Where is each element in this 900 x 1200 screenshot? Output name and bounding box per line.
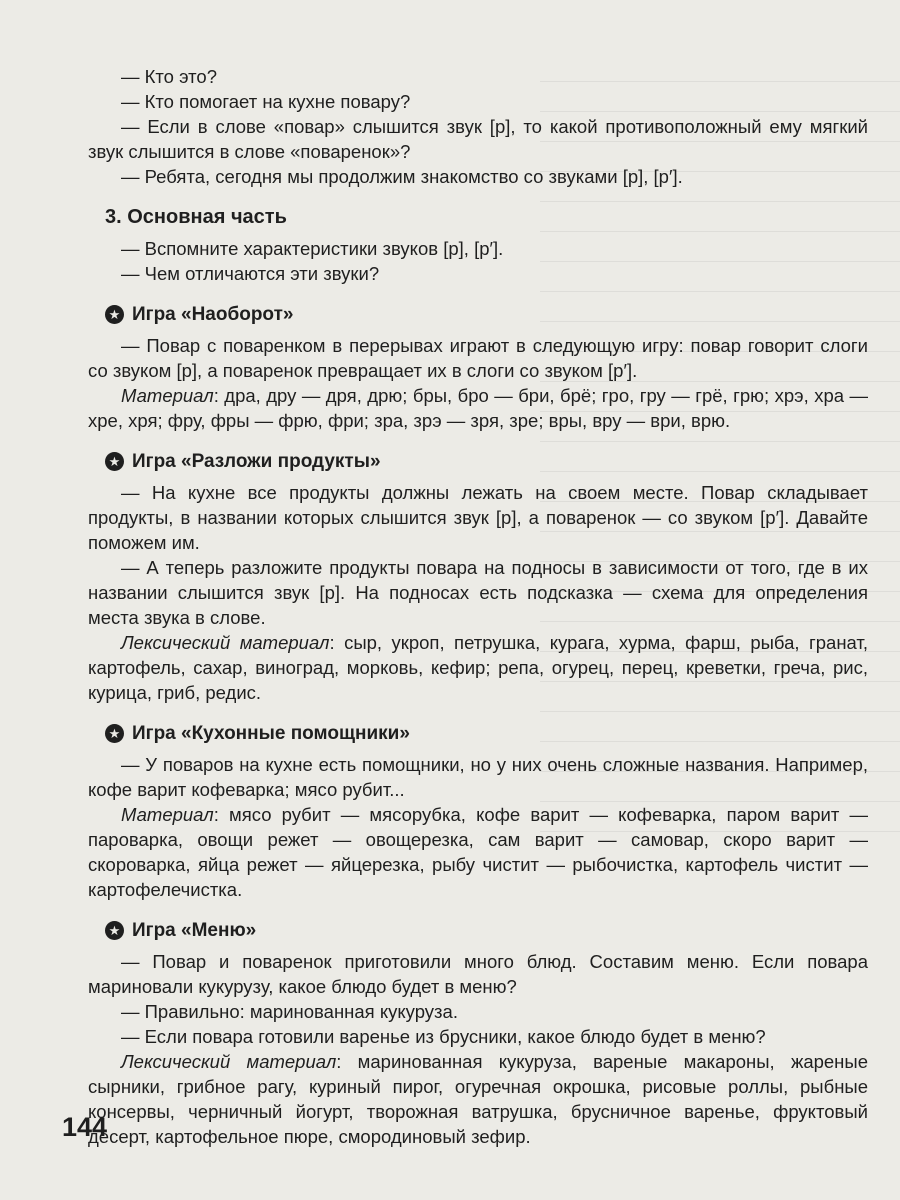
material-text: : дра, дру — дря, дрю; бры, бро — бри, брё; гро, гру — грё, грю; хрэ, хра — хре, хря; фру, фры — фрю, фри; зра, зрэ — зря, зре; вры, вру — ври, врю. <box>88 385 868 431</box>
intro-line: — Ребята, сегодня мы продолжим знакомство со звуками [р], [р′]. <box>121 166 683 187</box>
star-circle-icon: ★ <box>105 452 124 471</box>
game-title-text: Игра «Меню» <box>132 920 257 941</box>
intro-line: — Кто помогает на кухне повару? <box>121 91 411 112</box>
game-material <box>88 802 868 902</box>
material-label: Лексический материал <box>121 632 330 653</box>
game-title-menu <box>105 918 868 943</box>
section-line: — Чем отличаются эти звуки? <box>121 263 380 284</box>
game-title-pomoshchniki <box>105 721 868 746</box>
section-title: 3. Основная часть <box>105 206 287 228</box>
star-circle-icon: ★ <box>105 724 124 743</box>
game-text: — Повар с поваренком в перерывах играют в следующую игру: повар говорит слоги со звуком [р], а поваренок превращает их в слоги со звуком [р′]. <box>88 335 868 381</box>
star-circle-icon: ★ <box>105 305 124 324</box>
material-label: Лексический материал <box>121 1051 337 1072</box>
page-number: 144 <box>62 1112 108 1142</box>
game-title-razlozhi <box>105 449 868 474</box>
material-label: Материал <box>121 804 214 825</box>
game-title-naoborot <box>105 302 868 327</box>
game-text: — А теперь разложите продукты повара на подносы в зависимости от того, где в их названии слышится звук [р]. На подносах есть подсказка — схема для определения места звука в слове. <box>88 557 868 628</box>
game-title-text: Игра «Разложи продукты» <box>132 451 381 472</box>
game-text: — На кухне все продукты должны лежать на своем месте. Повар складывает продукты, в названии которых слышится звук [р], а поваренок — со звуком [р′]. Давайте поможем им. <box>88 482 868 553</box>
game-title-text: Игра «Кухонные помощники» <box>132 723 410 744</box>
game-text: — У поваров на кухне есть помощники, но у них очень сложные названия. Например, кофе варит кофеварка; мясо рубит... <box>88 754 868 800</box>
material-label: Материал <box>121 385 214 406</box>
game-title-text: Игра «Наоборот» <box>132 304 294 325</box>
intro-line: — Кто это? <box>121 66 217 87</box>
star-circle-icon: ★ <box>105 921 124 940</box>
page-content <box>88 64 868 1149</box>
material-text: : маринованная кукуруза, вареные макароны, жареные сырники, грибное рагу, куриный пирог, огуречная окрошка, рисовые роллы, рыбные консервы, черничный йогурт, творожная ватрушка, брусничное варенье, фруктовый десерт, картофельное пюре, смородиновый зефир. <box>88 1051 868 1147</box>
section-line: — Вспомните характеристики звуков [р], [р′]. <box>121 238 504 259</box>
game-material <box>88 383 868 433</box>
game-material <box>88 630 868 705</box>
game-material <box>88 1049 868 1149</box>
material-text: : мясо рубит — мясорубка, кофе варит — кофеварка, паром варит — пароварка, овощи режет — овощерезка, сам варит — самовар, скоро варит — скороварка, яйца режет — яйцерезка, рыбу чистит — рыбочистка, картофель чистит — картофелечистка. <box>88 804 868 900</box>
material-text: : сыр, укроп, петрушка, курага, хурма, фарш, рыба, гранат, картофель, сахар, виноград, морковь, кефир; репа, огурец, перец, креветки, греча, рис, курица, гриб, редис. <box>88 632 868 703</box>
intro-line: — Если в слове «повар» слышится звук [р], то какой противоположный ему мягкий звук слышится в слове «поваренок»? <box>88 116 868 162</box>
game-text: — Повар и поваренок приготовили много блюд. Составим меню. Если повара мариновали кукурузу, какое блюдо будет в меню? <box>88 951 868 997</box>
game-text: — Если повара готовили варенье из брусники, какое блюдо будет в меню? <box>121 1026 766 1047</box>
game-text: — Правильно: маринованная кукуруза. <box>121 1001 458 1022</box>
